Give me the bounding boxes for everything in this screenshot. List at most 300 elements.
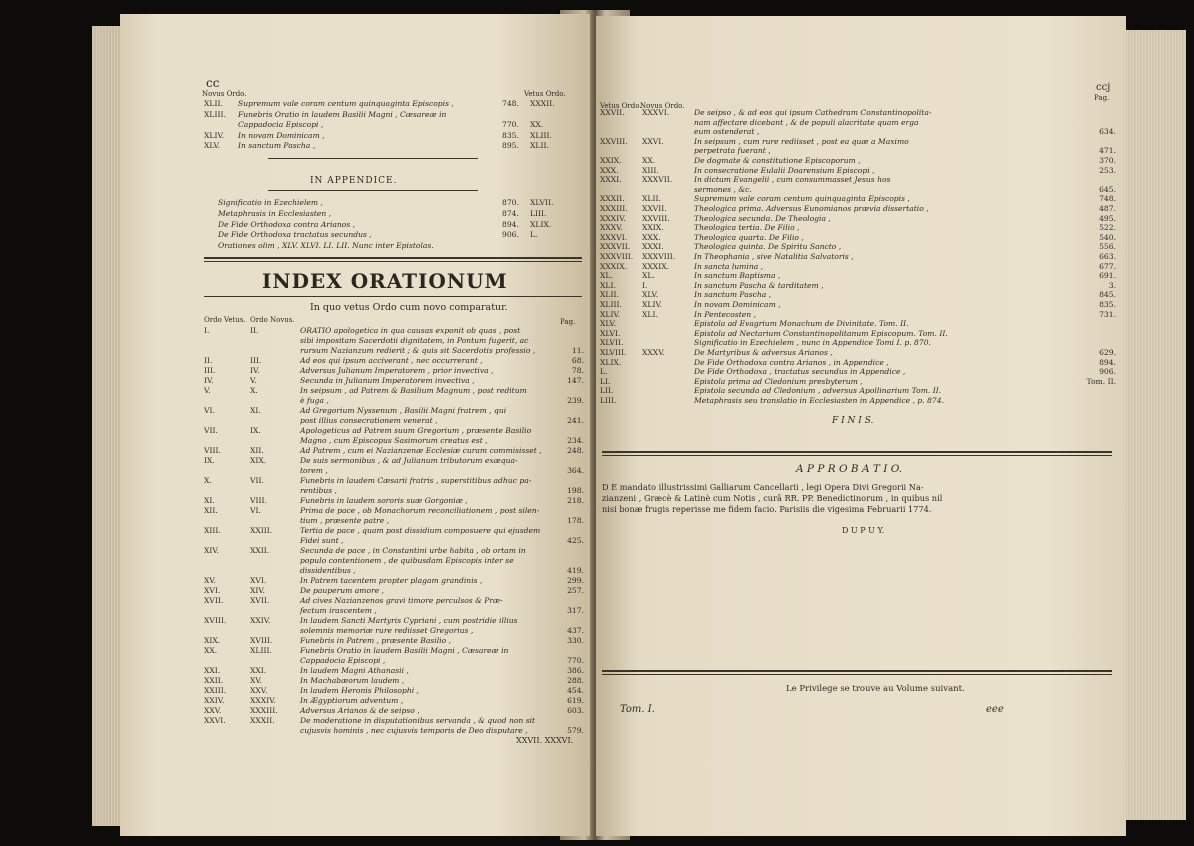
oration-page: 691. <box>1099 271 1116 281</box>
index-row <box>204 456 584 466</box>
oration-page: 248. <box>567 446 584 455</box>
approbatio-signature: D U P U Y. <box>842 526 885 535</box>
oration-title: cujusvis hominis , nec cujusvis temporis de Deo disputare , <box>300 726 528 735</box>
new-order: XXII. <box>250 546 270 555</box>
appendix-old-order: XLVII. <box>530 198 554 207</box>
new-order: I. <box>642 280 648 290</box>
index-row <box>204 476 584 486</box>
old-order: XXXIX. <box>600 261 628 271</box>
old-order: XXVII. <box>600 108 625 117</box>
oration-page: Tom. II. <box>1086 376 1116 386</box>
new-order: XIV. <box>250 586 265 595</box>
oration-page: 11. <box>571 346 584 355</box>
oration-title: Secunda in Julianum Imperatorem invectiva , <box>300 376 475 385</box>
row-title: Supremum vale coram centum quinquaginta Episcopis , <box>238 99 454 108</box>
oration-title: Secunda de pace , in Constantini urbe habita , ob ortam in <box>300 546 526 555</box>
oration-title: fectum irascentem , <box>300 606 377 615</box>
oration-title: In consecratione Eulalii Doarensium Episcopi , <box>694 165 875 175</box>
index-row <box>600 281 1116 291</box>
index-row <box>600 194 1116 204</box>
oration-page: 454. <box>567 686 584 695</box>
oration-page: 218. <box>567 496 584 505</box>
finis: F I N I S. <box>832 416 874 426</box>
new-order: XI. <box>250 406 261 415</box>
oration-title: De Fide Orthodoxa , tractatus secundus in Appendice , <box>694 367 906 377</box>
oration-page: 364. <box>567 466 584 475</box>
oration-title: Epistola ad Evagrium Monachum de Divinitate. Tom. II. <box>694 319 909 329</box>
index-row <box>600 300 1116 310</box>
oration-title: Funebris in laudem Cæsarii fratris , superstitibus adhuc pa- <box>300 476 532 485</box>
old-order: XXXI. <box>600 175 622 185</box>
oration-title: In Theophania , sive Natalitia Salvatoris , <box>694 252 854 261</box>
old-order: XXXIII. <box>600 204 628 213</box>
oration-page: 663. <box>1099 252 1116 261</box>
old-order: VI. <box>204 406 215 415</box>
oration-page: 731. <box>1099 309 1116 319</box>
index-row <box>600 127 1116 137</box>
approbatio-title: A P P R O B A T I O. <box>796 463 903 475</box>
index-row <box>204 726 584 736</box>
old-order: XX. <box>204 646 218 655</box>
index-row <box>204 416 584 426</box>
oration-title: torem , <box>300 466 328 475</box>
oration-title: rursum Nazianzum redierit ; & quis sit Sacerdotis professio , <box>300 346 536 355</box>
index-row <box>204 346 584 356</box>
old-order: XXX. <box>600 165 619 175</box>
new-order: III. <box>250 356 262 365</box>
row-number: XLIII. <box>204 109 226 119</box>
index-row <box>204 336 584 346</box>
index-row <box>204 446 584 456</box>
old-order: XXIII. <box>204 686 227 695</box>
old-order: XXVI. <box>204 716 226 725</box>
oration-page: 425. <box>567 536 584 545</box>
index-row <box>600 214 1116 224</box>
index-row <box>204 326 584 336</box>
oration-title: Tertia de pace , quam post dissidium composuere qui ejusdem <box>300 526 541 535</box>
oration-title: De dogmate & constitutione Episcoporum , <box>694 156 861 165</box>
oration-page: 253. <box>1099 165 1116 175</box>
index-row <box>204 426 584 436</box>
top-row <box>204 120 584 130</box>
index-row <box>204 576 584 586</box>
oration-title: dissidentibus , <box>300 566 356 575</box>
row-title: In sanctum Pascha , <box>238 141 316 150</box>
index-row <box>204 586 584 596</box>
index-row <box>600 108 1116 118</box>
new-order: XXXVII. <box>642 175 673 185</box>
oration-title: De Fide Orthodoxa contra Arianos , in Appendice , <box>694 357 889 367</box>
appendix-row <box>218 241 584 251</box>
oration-page: 894. <box>1099 357 1116 367</box>
index-row <box>204 506 584 516</box>
appendix-title-text: De Fide Orthodoxa tractatus secundus , <box>218 230 372 240</box>
index-row <box>204 566 584 576</box>
new-order: V. <box>250 376 257 385</box>
oration-title: Apologeticus ad Patrem suum Gregorium , præsente Basilio <box>300 426 532 435</box>
oration-title: De moderatione in disputationibus servanda , & quod non sit <box>300 716 536 725</box>
oration-title: De pauperum amore , <box>300 586 385 595</box>
oration-page: 471. <box>1099 146 1116 156</box>
appendix-title: IN APPENDICE. <box>310 176 398 186</box>
old-order: X. <box>204 476 212 485</box>
new-order: XXIX. <box>642 223 664 233</box>
oration-title: Adversus Arianos & de seipso , <box>300 706 420 715</box>
row-page: 895. <box>502 141 519 150</box>
oration-page: 198. <box>567 486 584 495</box>
new-order: XXX. <box>642 232 661 242</box>
old-order: XLVIII. <box>600 348 627 357</box>
index-row <box>204 716 584 726</box>
old-order: XXII. <box>204 676 224 685</box>
old-order: VII. <box>204 426 218 435</box>
index-row <box>204 496 584 506</box>
new-order: II. <box>250 326 259 335</box>
index-row <box>600 118 1116 128</box>
oration-title: In laudem Magni Athanasii , <box>300 666 409 675</box>
row-title: In novam Dominicam , <box>238 130 325 140</box>
oration-page: 495. <box>1099 213 1116 223</box>
new-order: XXXVI. <box>642 108 670 117</box>
old-order: VIII. <box>204 446 221 455</box>
appendix-old-order: XLIX. <box>530 219 552 229</box>
oration-title: rentibus , <box>300 486 337 495</box>
oration-title: ORATIO apologetica in qua causas exponit ob quas , post <box>300 326 521 335</box>
oration-title: Theologica quarta. De Filio , <box>694 232 804 242</box>
oration-title: In Machabæorum laudem , <box>300 676 405 685</box>
appendix-page: 906. <box>502 230 519 240</box>
oration-title: Theologica tertia. De Filio , <box>694 223 800 233</box>
index-row <box>204 626 584 636</box>
index-row <box>204 676 584 686</box>
oration-title: In sanctum Pascha & tarditatem , <box>694 280 824 290</box>
index-row <box>600 367 1116 377</box>
oration-page: 835. <box>1099 300 1116 309</box>
old-order: XL. <box>600 271 613 281</box>
oration-page: 239. <box>567 396 584 405</box>
index-row <box>204 696 584 706</box>
col-new: Ordo Novus. <box>250 316 295 324</box>
index-row <box>600 338 1116 348</box>
index-row <box>204 526 584 536</box>
index-row <box>600 290 1116 300</box>
oration-page: 579. <box>567 726 584 735</box>
appendix-title-text: De Fide Orthodoxa contra Arianos , <box>218 219 356 229</box>
r-col-old: Vetus Ordo. <box>600 102 642 110</box>
old-order: XXIX. <box>600 156 622 165</box>
new-order: XXVI. <box>642 136 664 146</box>
old-order: XLV. <box>600 319 617 329</box>
oration-title: In laudem Sancti Martyris Cypriani , cum postridie illius <box>300 616 518 625</box>
old-order: XLIV. <box>600 309 621 319</box>
appendix-page: 870. <box>502 198 519 207</box>
new-order: XXXVIII. <box>642 252 676 261</box>
row-old-order: XLII. <box>530 141 549 150</box>
row-old-order: XXXII. <box>530 99 555 108</box>
new-order: XLIV. <box>642 300 663 309</box>
new-order: XXXIV. <box>250 696 276 705</box>
right-page <box>596 16 1126 836</box>
oration-title: Metaphrasis seu translatio in Ecclesiasten in Appendice , p. 874. <box>694 396 945 405</box>
top-header-left: Novus Ordo. <box>202 90 247 98</box>
new-order: XIX. <box>250 456 267 465</box>
oration-page: 437. <box>567 626 584 635</box>
index-row <box>204 596 584 606</box>
oration-title: post illius consecrationem venerat , <box>300 416 438 425</box>
index-row <box>600 271 1116 281</box>
index-row <box>204 646 584 656</box>
old-order: XVIII. <box>204 616 227 625</box>
new-order: XXVII. <box>642 204 667 213</box>
index-row <box>600 262 1116 272</box>
index-row <box>600 329 1116 339</box>
oration-title: In Patrem tacentem propter plagam grandinis , <box>300 576 483 585</box>
old-order: L. <box>600 367 608 377</box>
old-order: XLVI. <box>600 328 621 338</box>
catchword: XXVII. XXXVI. <box>516 736 574 745</box>
index-row <box>600 252 1116 262</box>
index-row <box>600 242 1116 252</box>
oration-page: 556. <box>1099 242 1116 252</box>
oration-page: 645. <box>1099 184 1116 194</box>
oration-page: 386. <box>567 666 584 675</box>
old-order: XXI. <box>204 666 221 675</box>
oration-page: 330. <box>567 636 584 645</box>
oration-title: Funebris in Patrem , præsente Basilio , <box>300 636 451 645</box>
oration-title: è fuga , <box>300 396 329 405</box>
old-order: XLIII. <box>600 300 622 309</box>
oration-title: In Ægyptiorum adventum , <box>300 696 404 705</box>
index-row <box>204 406 584 416</box>
appendix-old-order: L. <box>530 230 538 240</box>
index-row <box>600 204 1116 214</box>
index-row <box>600 319 1116 329</box>
oration-page: 540. <box>1099 232 1116 242</box>
new-order: IV. <box>250 366 260 375</box>
index-row <box>204 536 584 546</box>
new-order: XXXV. <box>642 348 665 357</box>
oration-page: 317. <box>567 606 584 615</box>
oration-title: Significatio in Ezechielem , nunc in Appendice Tomi I. p. 870. <box>694 338 931 348</box>
right-folio: ccj <box>1096 82 1111 93</box>
old-order: XLVII. <box>600 338 624 348</box>
old-order: XI. <box>204 496 215 505</box>
oration-title: De Martyribus & adversus Arianos , <box>694 348 833 357</box>
oration-page: 178. <box>567 516 584 525</box>
new-order: XVII. <box>250 596 270 605</box>
row-number: XLV. <box>204 141 221 150</box>
oration-title: Funebris in laudem sororis suæ Gorgoniæ , <box>300 496 468 505</box>
oration-title: Ad cives Nazianzenos gravi timore perculsos & Præ- <box>300 596 503 605</box>
old-order: XXV. <box>204 706 222 715</box>
old-order: XVII. <box>204 596 224 605</box>
index-row <box>204 606 584 616</box>
oration-page: 748. <box>1099 194 1116 204</box>
index-row <box>204 546 584 556</box>
left-page <box>120 14 590 836</box>
oration-title: De suis sermonibus , & ad Julianum tributorum exæqua- <box>300 456 518 465</box>
appendix-title-text: Metaphrasis in Ecclesiasten , <box>218 208 332 218</box>
old-order: III. <box>204 366 216 375</box>
oration-title: Adversus Julianum Imperatorem , prior invectiva , <box>300 366 494 375</box>
index-row <box>204 656 584 666</box>
oration-title: Cappadocia Episcopi , <box>300 656 386 665</box>
footer-volume: Tom. I. <box>620 704 655 715</box>
old-order: XLI. <box>600 280 616 290</box>
oration-title: Ad Patrem , cum ei Nazianzenæ Ecclesiæ curam commisisset , <box>300 446 542 455</box>
appendix-row <box>218 198 584 208</box>
oration-page: 770. <box>567 656 584 665</box>
oration-page: 3. <box>1108 280 1116 290</box>
index-title: INDEX ORATIONUM <box>262 269 508 293</box>
oration-title: In laudem Heronis Philosophi , <box>300 686 419 695</box>
col-old: Ordo Vetus. <box>204 316 246 324</box>
oration-title: Epistola prima ad Cledonium presbyterum , <box>694 376 863 386</box>
new-order: XXXI. <box>642 242 664 252</box>
old-order: XXXVII. <box>600 242 631 252</box>
oration-title: Funebris Oratio in laudem Basilii Magni , Cæsareæ in <box>300 646 509 655</box>
old-order: LII. <box>600 386 614 396</box>
new-order: XII. <box>250 446 264 455</box>
new-order: XV. <box>250 676 262 685</box>
index-row <box>204 556 584 566</box>
oration-title: nam affectare dicebant , & de populi alacritate quam erga <box>694 117 919 127</box>
new-order: XLIII. <box>250 646 272 655</box>
oration-title: In Pentecosten , <box>694 309 756 319</box>
old-order: XVI. <box>204 586 221 595</box>
left-folio: cc <box>206 76 220 90</box>
index-row <box>600 223 1116 233</box>
index-row <box>600 175 1116 185</box>
oration-title: Supremum vale coram centum quinquaginta Episcopis , <box>694 194 910 204</box>
index-row <box>600 233 1116 243</box>
new-order: XXI. <box>250 666 267 675</box>
index-row <box>204 666 584 676</box>
oration-page: 619. <box>567 696 584 705</box>
oration-title: solemnis memoriæ rure rediisset Gregorius , <box>300 626 474 635</box>
index-subtitle: In quo vetus Ordo cum novo comparatur. <box>310 302 508 313</box>
new-order: XXV. <box>250 686 268 695</box>
oration-page: 234. <box>567 436 584 445</box>
index-row <box>600 137 1116 147</box>
appendix-page: 874. <box>502 208 519 218</box>
old-order: XXXVI. <box>600 232 628 242</box>
appendix-row <box>218 209 584 219</box>
row-number: XLII. <box>204 99 223 108</box>
oration-title: Epistola secunda ad Cledonium , adversus Apollinarium Tom. II. <box>694 386 942 396</box>
index-row <box>204 366 584 376</box>
oration-title: Magno , cum Episcopus Sasimorum creatus est , <box>300 436 488 445</box>
oration-title: In novam Dominicam , <box>694 300 781 309</box>
oration-title: Prima de pace , ob Monachorum reconciliationem , post silen- <box>300 506 540 515</box>
r-col-page: Pag. <box>1094 94 1110 102</box>
old-order: XIX. <box>204 636 221 645</box>
old-order: XLII. <box>600 290 619 300</box>
top-row <box>204 99 584 109</box>
index-row <box>600 166 1116 176</box>
old-order: II. <box>204 356 213 365</box>
new-order: XXXIII. <box>250 706 278 715</box>
right-page-edges <box>1126 30 1186 820</box>
col-page: Pag. <box>560 318 576 326</box>
new-order: XL. <box>642 271 655 281</box>
oration-title: In sancta lumina , <box>694 261 764 271</box>
new-order: XVIII. <box>250 636 273 645</box>
r-col-new: Novus Ordo. <box>640 102 685 110</box>
index-row <box>204 436 584 446</box>
new-order: XX. <box>642 156 656 165</box>
oration-title: tium , præsente patre , <box>300 516 390 525</box>
oration-title: Ad Gregorium Nyssenum , Basilii Magni fratrem , qui <box>300 406 507 415</box>
top-row <box>204 131 584 141</box>
old-order: I. <box>204 326 210 335</box>
oration-title: perpetrata fuerant , <box>694 146 771 156</box>
index-row <box>600 396 1116 406</box>
new-order: XVI. <box>250 576 267 585</box>
oration-title: Fidei sunt , <box>300 536 344 545</box>
old-order: XXXIV. <box>600 213 626 223</box>
index-row <box>204 706 584 716</box>
old-order: XLIX. <box>600 357 622 367</box>
old-order: IV. <box>204 376 214 385</box>
new-order: VIII. <box>250 496 267 505</box>
appendix-row <box>218 220 584 230</box>
old-order: XII. <box>204 506 218 515</box>
oration-title: In sanctum Pascha , <box>694 290 772 300</box>
new-order: XLI. <box>642 309 658 319</box>
appendix-page: 894. <box>502 219 519 229</box>
oration-page: 845. <box>1099 290 1116 300</box>
old-order: XXXV. <box>600 223 623 233</box>
appendix-title-text: Orationes olim , XLV. XLVI. LI. LII. Nunc inter Epistolas. <box>218 241 434 251</box>
oration-title: In seipsum , cum rure rediisset , post ea quæ a Maximo <box>694 136 909 146</box>
oration-page: 522. <box>1099 223 1116 233</box>
new-order: VII. <box>250 476 264 485</box>
index-row <box>204 616 584 626</box>
new-order: VI. <box>250 506 261 515</box>
index-row <box>204 636 584 646</box>
index-row <box>600 386 1116 396</box>
oration-page: 419. <box>567 566 584 575</box>
new-order: XXXII. <box>250 716 275 725</box>
oration-title: Epistola ad Nectarium Constantinopolitanum Episcopum. Tom. II. <box>694 328 948 338</box>
row-page: 835. <box>502 130 519 140</box>
row-old-order: XLIII. <box>530 130 552 140</box>
oration-page: 906. <box>1099 367 1116 377</box>
old-order: XXVIII. <box>600 136 628 146</box>
new-order: XIII. <box>642 165 659 175</box>
index-row <box>204 686 584 696</box>
index-row <box>204 386 584 396</box>
new-order: IX. <box>250 426 261 435</box>
new-order: XXVIII. <box>642 213 670 223</box>
oration-page: 677. <box>1099 261 1116 271</box>
oration-title: In dictum Evangelii , cum consummasset Jesus hos <box>694 175 891 185</box>
oration-page: 370. <box>1099 156 1116 165</box>
index-row <box>600 348 1116 358</box>
approbatio-line: D E mandato illustrissimi Galliarum Cancellarii , legi Opera Divi Gregorii Na- <box>602 482 924 492</box>
oration-page: 68. <box>571 356 584 365</box>
old-order: XXXII. <box>600 194 625 204</box>
top-header-right: Vetus Ordo. <box>524 90 566 98</box>
row-title: Cappadocia Episcopi , <box>238 120 324 129</box>
approbatio-line: nisi bonæ frugis reperisse me fidem facio. Parisiis die vigesima Februarii 1774. <box>602 504 932 514</box>
oration-title: Theologica quinta. De Spiritu Sancto , <box>694 242 842 252</box>
index-row <box>204 466 584 476</box>
oration-title: sermones , &c. <box>694 184 752 194</box>
top-row <box>204 110 584 120</box>
oration-page: 78. <box>571 366 584 375</box>
